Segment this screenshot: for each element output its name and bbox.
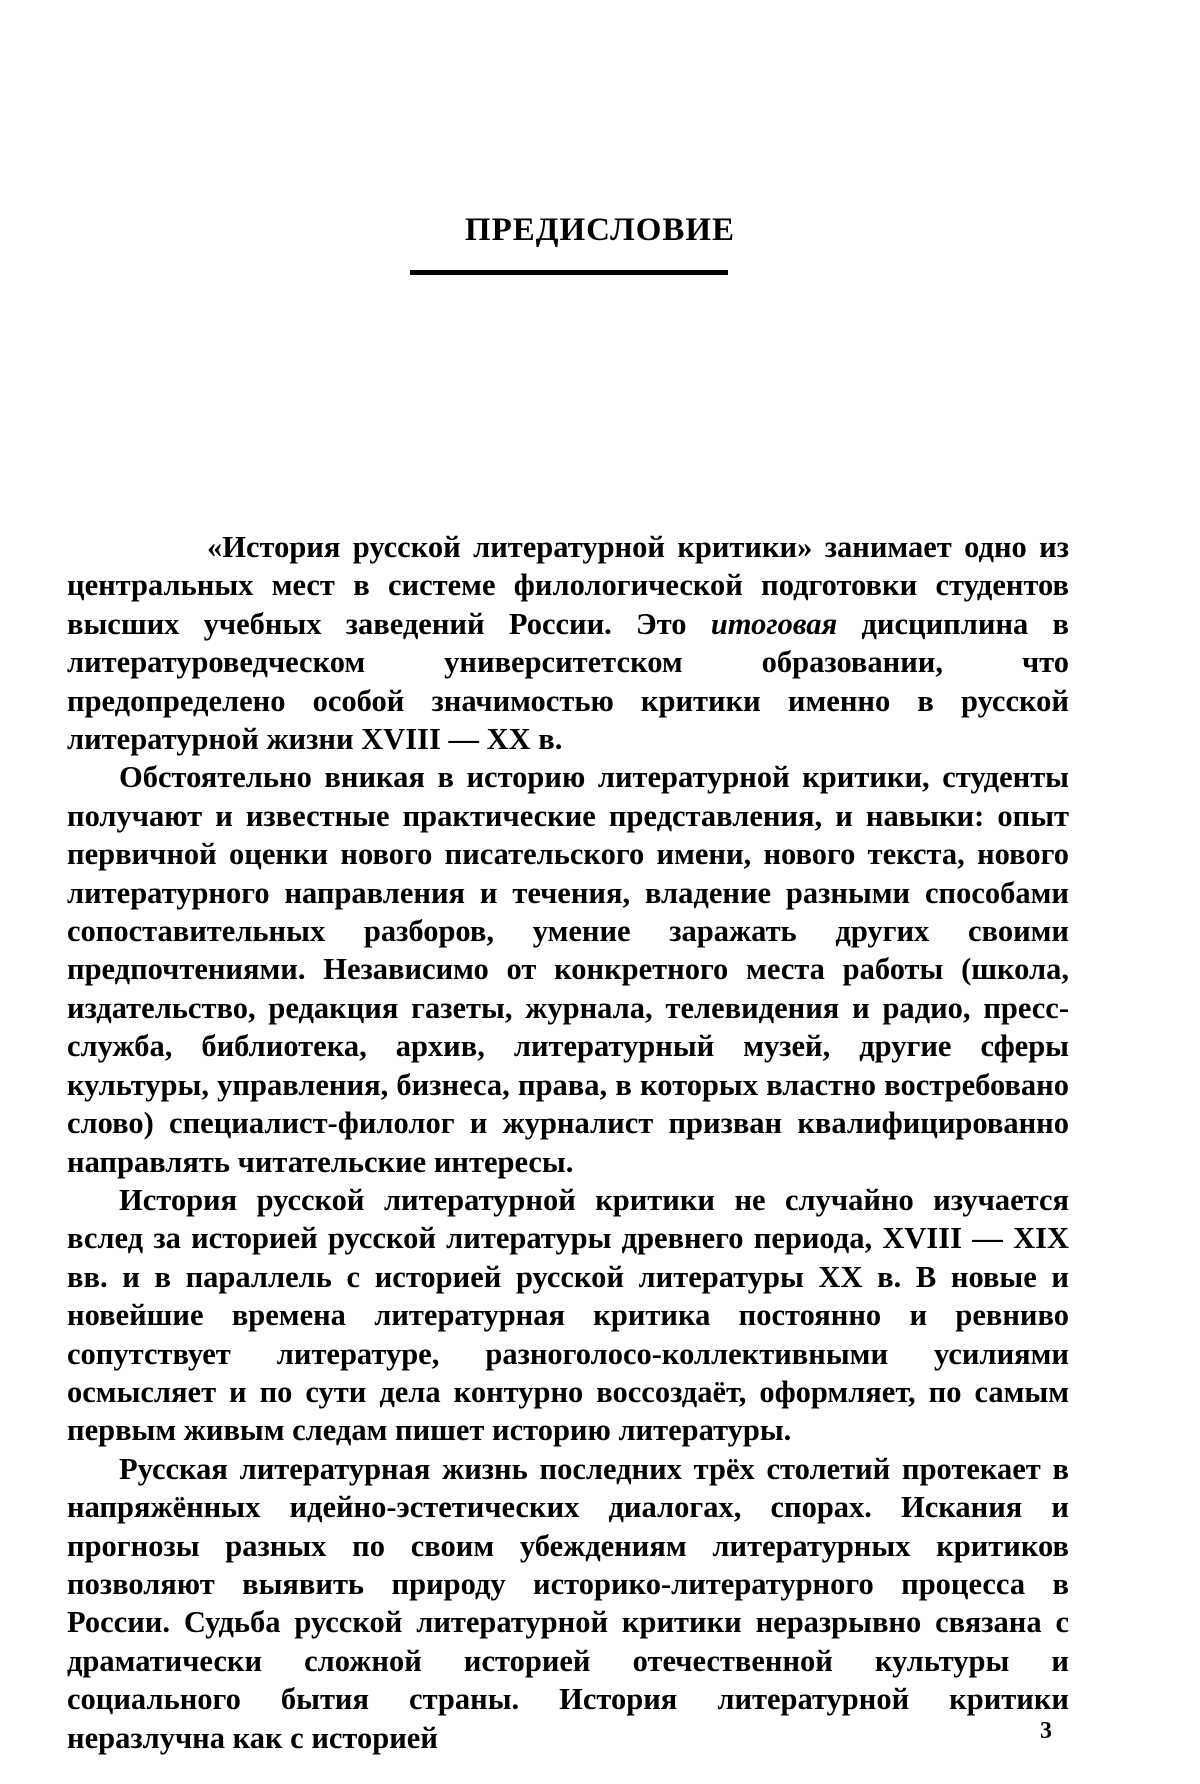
paragraph-1	[67, 528, 1069, 758]
paragraph-3: История русской литературной критики не случайно изучается вслед за историей русской литературы древнего периода, XVIII — XIX вв. и в параллель с историей русской литературы XX в. В новые и новейшие времена литературная критика постоянно и ревниво сопутствует литературе, разноголосо-коллективными усилиями осмысляет и по сути дела контурно воссоздаёт, оформляет, по самым первым живым следам пишет историю литературы.	[67, 1182, 1069, 1448]
paragraph-1-emphasis: итоговая	[710, 606, 838, 641]
paragraph-1-before: «История русской литературной критики» занимает одно из центральных мест в системе филологической подготовки студентов высших учебных заведений России. Это	[67, 530, 1069, 641]
paragraph-4: Русская литературная жизнь последних трёх столетий протекает в напряжённых идейно-эстетических диалогах, спорах. Искания и прогнозы разных по своим убеждениям литературных критиков позволяют выявить природу историко-литературного процесса в России. Судьба русской литературной критики неразрывно связана с драматически сложной историей отечественной культуры и социального бытия страны. История литературной критики неразлучна как с историей	[67, 1451, 1069, 1755]
chapter-title: ПРЕДИСЛОВИЕ	[464, 212, 736, 248]
paragraph-1-after: дисциплина в литературоведческом университетском образовании, что предопределено особой значимостью критики именно в русской литературной жизни XVIII — XX в.	[67, 606, 1069, 757]
title-underline	[410, 270, 728, 275]
paragraph-2: Обстоятельно вникая в историю литературной критики, студенты получают и известные практические представления, и навыки: опыт первичной оценки нового писательского имени, нового текста, нового литературного направления и течения, владение разными способами сопоставительных разборов, умение заражать других своими предпочтениями. Независимо от конкретного места работы (школа, издательство, редакция газеты, журнала, телевидения и радио, пресс-служба, библиотека, архив, литературный музей, другие сферы культуры, управления, бизнеса, права, в которых властно востребовано слово) специалист-филолог и журналист призван квалифицированно направлять читательские интересы.	[67, 760, 1069, 1179]
page-number: 3	[1040, 1718, 1052, 1744]
body-text	[67, 528, 1069, 1757]
